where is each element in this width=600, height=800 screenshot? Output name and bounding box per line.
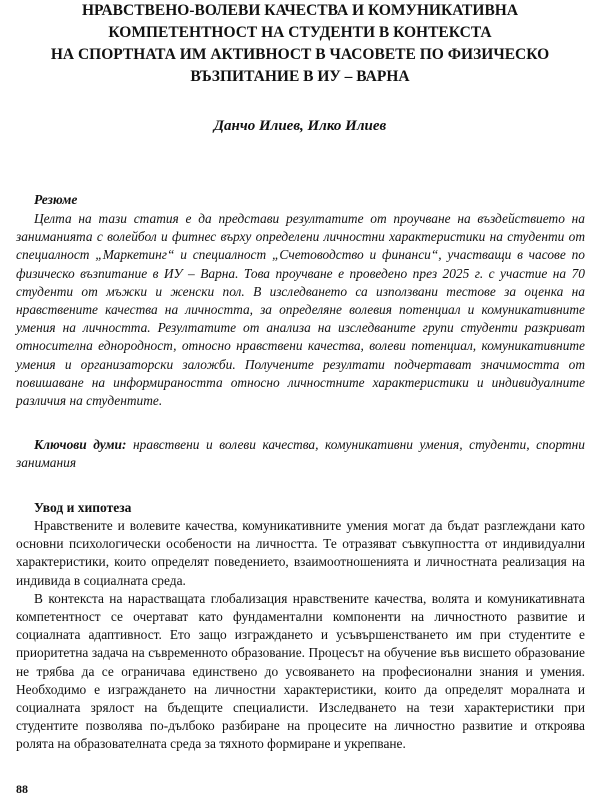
body-paragraph: Нравствените и волевите качества, комуникативните умения могат да бъдат разглеждани като основни психологически особености на личността. Те отразяват съвкупността от индивидуални характеристики, които определят поведението, взаимоотношенията и личностната реализация на индивида в социалната среда. (16, 518, 585, 588)
abstract-text: Целта на тази статия е да представи резултатите от проучване на въздействието на заниманията с волейбол и фитнес върху определени личностни характеристики на студенти от специалност „Маркетинг“ и специалност „Счетоводство и финанси“, участващи в часове по физическо възпитание в ИУ – Варна. Това проучване е проведено през 2025 г. с участие на 70 студенти от мъжки и женски пол. В изследването са използвани тестове за оценка на нравствените качества на личността, за определяне волевия потенциал и комуникативните умения на личността. Резултатите от анализа на изследваните групи студенти разкриват относителна еднородност, относно нравствени качества, волеви потенциал, комуникативните умения и организаторски заложби. Получените резултати подчертават значимостта от повишаване на информираността относно личностните характеристики и индивидуалните различия на студентите. (16, 211, 585, 409)
title-line: КОМПЕТЕНТНОСТ НА СТУДЕНТИ В КОНТЕКСТА (108, 24, 492, 41)
section-body (16, 517, 585, 754)
abstract-heading: Резюме (34, 192, 78, 207)
title-line: ВЪЗПИТАНИЕ В ИУ – ВАРНА (190, 68, 410, 85)
keywords (16, 436, 585, 472)
section-heading: Увод и хипотеза (34, 500, 132, 515)
paper-title (10, 0, 590, 88)
authors: Данчо Илиев, Илко Илиев (213, 118, 387, 134)
title-line: НРАВСТВЕНО-ВОЛЕВИ КАЧЕСТВА И КОМУНИКАТИВНА (81, 2, 519, 19)
body-paragraph: В контекста на нарастващата глобализация нравствените качества, волята и комуникативната компетентност се очертават като фундаментални компоненти на личностното развитие и социалната адаптивност. Ето защо изграждането и усъвършенстването им при студентите е приоритетна задача на съвременното образование. Процесът на обучение във висшето образование не трябва да се ограничава единствено до усвояването на професионални знания и умения. Необходимо е изграждането на личностни характеристики, които да определят моралната и социалната зрялост на бъдещите специалисти. Изследването на тези характеристики при студентите позволява по-дълбоко разбиране на процесите на личностно развитие и откроява ролята на образователната среда за тяхното формиране и укрепване. (16, 590, 585, 752)
title-line: НА СПОРТНАТА ИМ АКТИВНОСТ В ЧАСОВЕТЕ ПО ФИЗИЧЕСКО (50, 46, 550, 63)
keywords-label: Ключови думи: (34, 437, 127, 452)
keywords-text: нравствени и волеви качества, комуникативни умения, студенти, спортни занимания (16, 437, 585, 471)
page-number: 88 (16, 782, 28, 796)
